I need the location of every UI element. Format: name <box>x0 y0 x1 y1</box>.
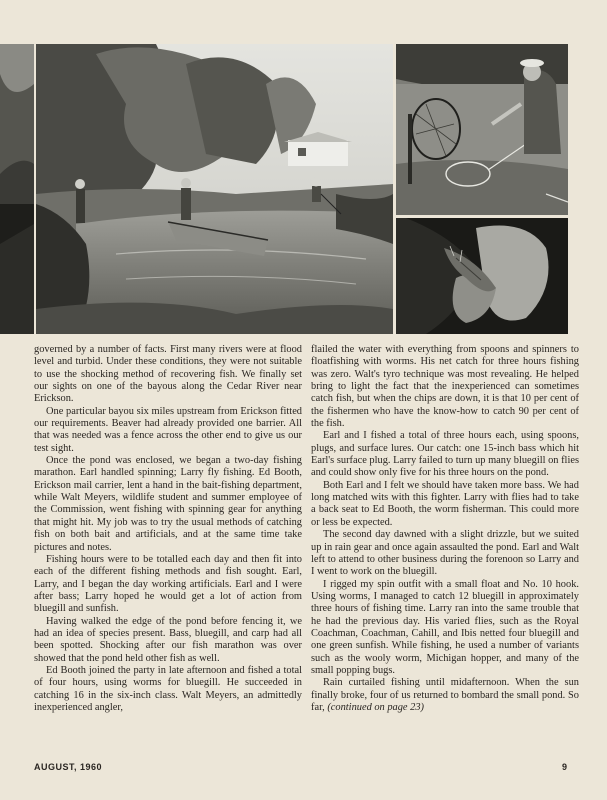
page-number: 9 <box>562 762 568 772</box>
paragraph: Having walked the edge of the pond before fencing it, we had an idea of species present. Bass, bluegill, and carp had all been spotted. Shocking after our fish marathon was over showed that the pond held other fish as well. <box>34 615 302 664</box>
paragraph: Fishing hours were to be totalled each day and then fit into each of the different fishing methods and fish sought. Earl, Larry, and I began the day working artificials. Earl and I were after bass; Larry hoped he would get a lot of action from bluegill and sunfish. <box>34 553 302 615</box>
paragraph: One particular bayou six miles upstream from Erickson fitted our requirements. Beaver had already provided one barrier. All that was needed was a fence across the other end to give us our test sight. <box>34 405 302 454</box>
article-column-left <box>34 344 302 714</box>
paragraph: The second day dawned with a slight drizzle, but we suited up in rain gear and once again assaulted the pond. Earl and Walt left to attend to other business during the forenoon so Larry and I went to work on the bluegill. <box>311 529 579 578</box>
photo-angler-with-net <box>396 44 568 215</box>
paragraph: Ed Booth joined the party in late afternoon and fished a total of four hours, using worms for bluegill. He succeeded in catching 16 in the six-inch class. Walt Meyers, an admittedly inexperienced angler, <box>34 664 302 713</box>
continued-note: (continued on page 23) <box>327 701 424 713</box>
paragraph: Both Earl and I felt we should have taken more bass. We had long matched wits with this fighter. Larry with flies had to take a back seat to Ed Booth, the worm fisherman. This could more or less be expected. <box>311 479 579 528</box>
paragraph-text: Rain curtailed fishing until midafternoon. When the sun finally broke, four of us returned to bombard the small pond. So far, <box>311 677 579 713</box>
paragraph: governed by a number of facts. First many rivers were at flood level and turbid. Under these conditions, they were not suitable to use the shocking method of recovering fish. We finally set our sights on one of the bayous along the Cedar River near Erickson. <box>34 344 302 405</box>
paragraph: flailed the water with everything from spoons and spinners to floatfishing with worms. His net catch for three hours fishing was zero. Walt's tyro technique was most revealing. He helped bring to light the fact that the inexperienced can sometimes catch fish, but when the chips are down, it is that 10 per cent of the fishermen who have the know-how to catch 90 per cent of the fish. <box>311 344 579 430</box>
paragraph: Once the pond was enclosed, we began a two-day fishing marathon. Earl handled spinning; Larry fly fishing. Ed Booth, Erickson mail carrier, lent a hand in the bait-fishing department, while Walt Meyers, wildlife student and summer employee of the Commission, went fishing with spinning gear for anything that might hit. My job was to try the usual methods of catching fish on both bait and artificials, and at the same time take pictures and notes. <box>34 455 302 553</box>
paragraph: I rigged my spin outfit with a small float and No. 10 hook. Using worms, I managed to catch 12 bluegill in approximately three hours of fishing time. Larry ran into the same trouble that he had the previous day. His varied flies, such as the Royal Coachman, Coachman, Cahill, and Ibis netted four bluegill and one green sunfish. While fishing, he used a number of variants such as the wooly worm, Michigan hopper, and many of the small popping bugs. <box>311 578 579 676</box>
photo-left-edge <box>0 44 34 334</box>
photo-fish-in-hands <box>396 218 568 334</box>
photo-river-bayou-fishing <box>36 44 393 334</box>
paragraph: Earl and I fished a total of three hours each, using spoons, plugs, and surface lures. Our catch: one 15-inch bass which hit Earl's surface plug. Larry failed to turn up many bluegill on flies and could show only five for his three hours on the pond. <box>311 430 579 479</box>
article-column-right <box>311 344 579 714</box>
footer-date: AUGUST, 1960 <box>34 762 103 772</box>
paragraph-last <box>311 677 579 714</box>
